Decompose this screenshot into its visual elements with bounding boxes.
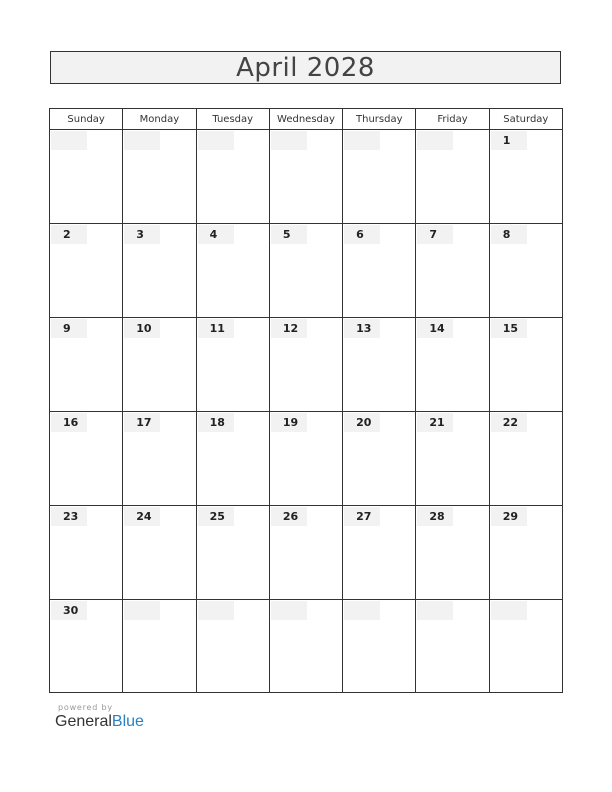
day-number xyxy=(271,601,307,620)
day-number: 30 xyxy=(51,601,87,620)
day-number: 7 xyxy=(417,225,453,244)
day-cell xyxy=(270,318,343,411)
day-number xyxy=(417,131,453,150)
weekday-header: Tuesday xyxy=(197,109,270,129)
day-number xyxy=(124,131,160,150)
day-cell xyxy=(270,224,343,317)
footer-branding xyxy=(55,703,144,731)
brand-logo[interactable] xyxy=(55,713,144,731)
day-cell xyxy=(416,130,489,223)
day-number: 27 xyxy=(344,507,380,526)
day-cell xyxy=(123,412,196,505)
week-row xyxy=(50,506,562,600)
weekday-header: Sunday xyxy=(50,109,123,129)
weekday-header: Monday xyxy=(123,109,196,129)
day-cell xyxy=(490,506,562,599)
day-number xyxy=(198,131,234,150)
day-number xyxy=(124,601,160,620)
day-number: 24 xyxy=(124,507,160,526)
day-cell xyxy=(123,506,196,599)
day-cell xyxy=(343,412,416,505)
day-cell xyxy=(50,318,123,411)
weekday-header: Wednesday xyxy=(270,109,343,129)
day-number xyxy=(271,131,307,150)
day-number: 20 xyxy=(344,413,380,432)
weekday-header: Saturday xyxy=(503,113,549,125)
day-number xyxy=(198,601,234,620)
day-cell xyxy=(270,506,343,599)
day-cell xyxy=(197,412,270,505)
day-cell xyxy=(343,600,416,693)
day-number: 4 xyxy=(198,225,234,244)
day-cell xyxy=(197,318,270,411)
calendar-title: April 2028 xyxy=(236,52,375,83)
day-number: 1 xyxy=(491,131,527,150)
day-cell xyxy=(50,506,123,599)
weekday-header: Friday xyxy=(416,109,489,129)
day-cell xyxy=(416,318,489,411)
day-cell xyxy=(270,130,343,223)
day-cell xyxy=(50,130,123,223)
day-number: 14 xyxy=(417,319,453,338)
day-cell xyxy=(416,506,489,599)
day-cell xyxy=(123,224,196,317)
week-row xyxy=(50,318,562,412)
day-cell xyxy=(123,600,196,693)
day-number: 5 xyxy=(271,225,307,244)
day-cell xyxy=(50,412,123,505)
day-number: 8 xyxy=(491,225,527,244)
week-row xyxy=(50,130,562,224)
day-number: 19 xyxy=(271,413,307,432)
day-number: 2 xyxy=(51,225,87,244)
calendar-title-box xyxy=(50,51,561,84)
weekday-header: Thursday xyxy=(343,109,416,129)
day-cell xyxy=(343,318,416,411)
day-number: 3 xyxy=(124,225,160,244)
day-number: 15 xyxy=(491,319,527,338)
day-number: 23 xyxy=(51,507,87,526)
week-row xyxy=(50,412,562,506)
week-row xyxy=(50,224,562,318)
day-cell xyxy=(197,224,270,317)
day-cell xyxy=(490,600,562,693)
day-cell xyxy=(416,224,489,317)
day-cell xyxy=(416,412,489,505)
weekday-header-row xyxy=(50,109,562,130)
day-number: 22 xyxy=(491,413,527,432)
day-cell xyxy=(197,130,270,223)
powered-by-text: powered by xyxy=(58,703,113,712)
brand-general-text: General xyxy=(55,713,112,730)
weeks-container xyxy=(50,130,562,693)
day-cell xyxy=(343,130,416,223)
day-number: 10 xyxy=(124,319,160,338)
day-number: 13 xyxy=(344,319,380,338)
day-cell xyxy=(197,506,270,599)
day-cell xyxy=(270,412,343,505)
day-cell xyxy=(490,130,562,223)
brand-blue-text: Blue xyxy=(111,713,144,730)
day-cell xyxy=(343,224,416,317)
calendar-grid xyxy=(49,108,563,693)
day-number: 6 xyxy=(344,225,380,244)
day-number: 26 xyxy=(271,507,307,526)
day-cell xyxy=(50,224,123,317)
day-cell xyxy=(123,318,196,411)
day-number: 18 xyxy=(198,413,234,432)
day-cell xyxy=(343,506,416,599)
day-number: 16 xyxy=(51,413,87,432)
day-number xyxy=(417,601,453,620)
day-cell xyxy=(490,412,562,505)
day-number: 9 xyxy=(51,319,87,338)
day-number: 17 xyxy=(124,413,160,432)
day-cell xyxy=(490,318,562,411)
day-number: 21 xyxy=(417,413,453,432)
day-cell xyxy=(416,600,489,693)
day-cell xyxy=(270,600,343,693)
day-number xyxy=(51,131,87,150)
day-cell xyxy=(123,130,196,223)
day-number xyxy=(491,601,527,620)
day-cell xyxy=(197,600,270,693)
day-number: 29 xyxy=(491,507,527,526)
day-cell xyxy=(490,224,562,317)
day-number: 28 xyxy=(417,507,453,526)
day-number: 11 xyxy=(198,319,234,338)
day-number: 12 xyxy=(271,319,307,338)
week-row xyxy=(50,600,562,693)
day-number xyxy=(344,131,380,150)
day-number xyxy=(344,601,380,620)
day-number: 25 xyxy=(198,507,234,526)
day-cell xyxy=(50,600,123,693)
